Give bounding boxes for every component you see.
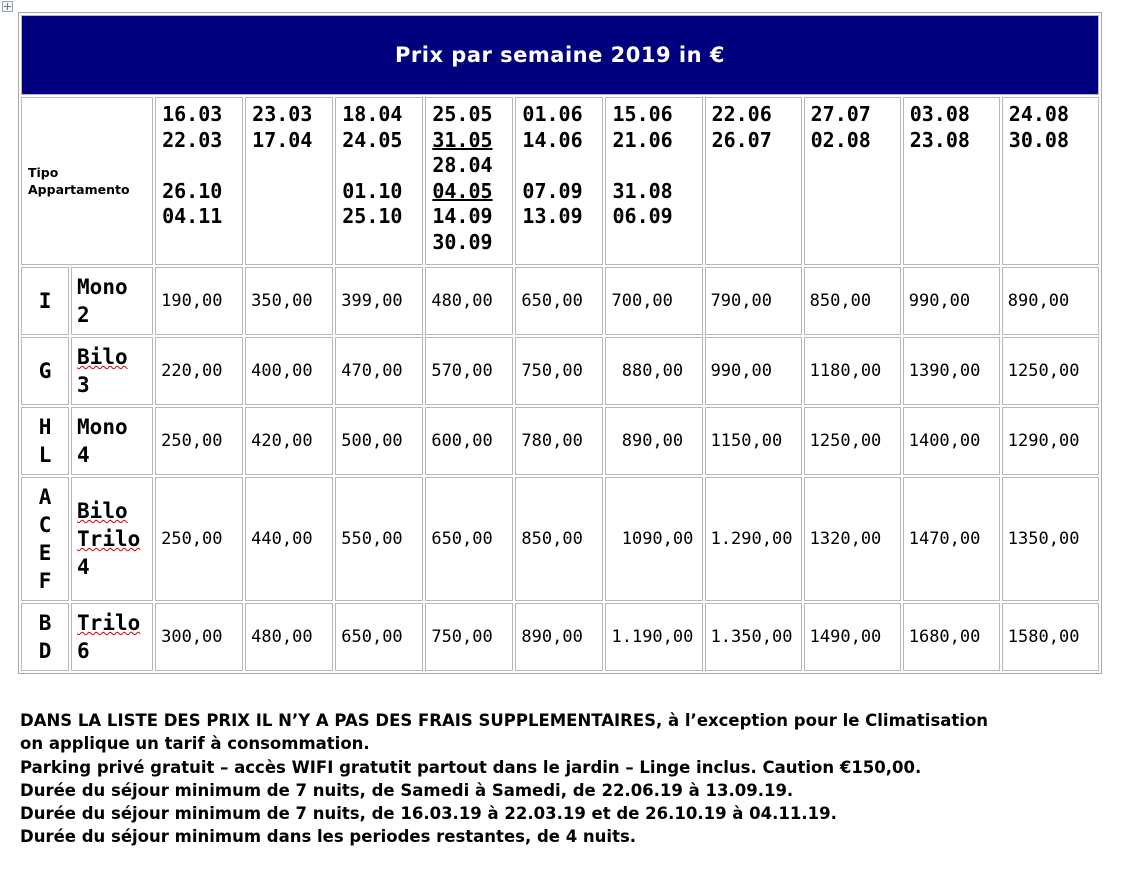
price-cell: 1320,00: [804, 477, 901, 601]
apartment-type-line: [77, 525, 152, 553]
period-header: [155, 97, 243, 265]
apartment-type-header: [21, 97, 153, 265]
table-title: Prix par semaine 2019 in €: [21, 15, 1099, 95]
note-line: Parking privé gratuit – accès WIFI gratutit partout dans le jardin – Linge inclus. Caution €150,00.: [20, 757, 922, 777]
note-line: Durée du séjour minimum dans les periodes restantes, de 4 nuits.: [20, 827, 637, 847]
apartment-type-text: Mono: [77, 275, 128, 299]
apartment-code: L: [38, 443, 52, 467]
period-date: 04.11: [162, 204, 223, 228]
note-line: Durée du séjour minimum de 7 nuits, de Samedi à Samedi, de 22.06.19 à 13.09.19.: [20, 780, 794, 800]
period-date: 31.05: [432, 127, 493, 152]
apartment-type-line: [77, 273, 152, 301]
period-header: [1002, 97, 1099, 265]
apartment-type: [71, 407, 153, 475]
period-date: 18.04: [342, 102, 403, 126]
apartment-type-line: [77, 609, 152, 637]
apartment-type: [71, 337, 153, 405]
price-cell: 300,00: [155, 603, 243, 671]
apartment-type: [71, 267, 153, 335]
period-header: [515, 97, 603, 265]
price-cell: 650,00: [425, 477, 513, 601]
price-cell: 1250,00: [1002, 337, 1099, 405]
period-header: [335, 97, 423, 265]
price-cell: 220,00: [155, 337, 243, 405]
price-cell: 850,00: [804, 267, 901, 335]
apartment-type-line: [77, 413, 152, 441]
price-cell: 440,00: [245, 477, 333, 601]
apartment-codes: [21, 603, 69, 671]
period-date: 04.05: [432, 178, 493, 203]
note-line: Durée du séjour minimum de 7 nuits, de 16.03.19 à 22.03.19 et de 26.10.19 à 04.11.19.: [20, 804, 837, 824]
period-date: 26.07: [711, 127, 772, 152]
period-gap: [522, 153, 602, 179]
price-cell: 650,00: [335, 603, 423, 671]
apartment-type-line: [77, 343, 152, 371]
table-move-handle-icon[interactable]: [2, 1, 13, 12]
title-row: [21, 15, 1099, 95]
apartment-type-text: Bilo: [77, 499, 128, 523]
apartment-type-text: 4: [77, 443, 90, 467]
apartment-type-text: Bilo: [77, 345, 128, 369]
period-header: [605, 97, 702, 265]
period-date: 21.06: [612, 127, 673, 152]
price-cell: 550,00: [335, 477, 423, 601]
apartment-code: I: [38, 289, 52, 313]
price-cell: 890,00: [515, 603, 603, 671]
apartment-code: F: [38, 569, 52, 593]
apartment-code: G: [38, 359, 52, 383]
apartment-type-line: [77, 497, 152, 525]
price-cell: 1.290,00: [705, 477, 802, 601]
period-date: 07.09: [522, 178, 583, 203]
price-cell: 480,00: [245, 603, 333, 671]
apartment-type-line: [77, 301, 152, 329]
apartment-type: [71, 603, 153, 671]
period-gap: [612, 153, 701, 179]
price-cell: 750,00: [515, 337, 603, 405]
period-date: 30.09: [432, 229, 493, 254]
price-cell: 990,00: [705, 337, 802, 405]
price-cell: 250,00: [155, 407, 243, 475]
apartment-codes: [21, 337, 69, 405]
period-date: 27.07: [810, 102, 871, 126]
price-cell: 250,00: [155, 477, 243, 601]
apartment-type-line: [77, 637, 152, 665]
header-label-line: Appartamento: [28, 182, 130, 197]
apartment-codes: [21, 267, 69, 335]
period-date: 28.04: [432, 153, 493, 177]
price-cell: 1580,00: [1002, 603, 1099, 671]
price-cell: 1350,00: [1002, 477, 1099, 601]
period-header: [804, 97, 901, 265]
apartment-code: C: [38, 513, 52, 537]
period-date: 01.10: [342, 178, 403, 203]
price-cell: 650,00: [515, 267, 603, 335]
period-date: 13.09: [522, 204, 583, 228]
price-cell: 1470,00: [903, 477, 1000, 601]
apartment-type-line: [77, 553, 152, 581]
period-date: 31.08: [612, 178, 673, 203]
apartment-row: [21, 267, 1099, 335]
note-line: DANS LA LISTE DES PRIX IL N’Y A PAS DES FRAIS SUPPLEMENTAIRES, à l’exception pour le Climatisation: [20, 711, 989, 730]
price-cell: 1090,00: [605, 477, 702, 601]
period-date: 30.08: [1008, 127, 1070, 152]
period-date: 25.05: [432, 102, 493, 126]
period-date: 06.09: [612, 204, 673, 228]
price-cell: 1.190,00: [605, 603, 702, 671]
apartment-row: [21, 477, 1099, 601]
price-cell: 1400,00: [903, 407, 1000, 475]
price-cell: 790,00: [705, 267, 802, 335]
price-cell: 990,00: [903, 267, 1000, 335]
apartment-type-text: 6: [77, 639, 90, 663]
period-date: 23.03: [252, 102, 313, 126]
period-header: [425, 97, 513, 265]
price-cell: 399,00: [335, 267, 423, 335]
price-cell: 700,00: [605, 267, 702, 335]
apartment-type-line: [77, 371, 152, 399]
apartment-code: E: [38, 541, 52, 565]
period-date: 14.06: [522, 127, 583, 152]
price-cell: 570,00: [425, 337, 513, 405]
apartment-code: D: [38, 639, 52, 663]
price-cell: 1490,00: [804, 603, 901, 671]
period-date: 02.08: [810, 127, 871, 152]
period-header: [705, 97, 802, 265]
price-cell: 1390,00: [903, 337, 1000, 405]
period-date: 22.06: [711, 102, 772, 126]
period-date: 24.08: [1008, 102, 1070, 126]
period-date: 24.05: [342, 127, 403, 152]
price-table: [18, 12, 1102, 674]
header-label-line: Tipo: [28, 165, 59, 180]
apartment-code: H: [38, 415, 52, 439]
apartment-codes: [21, 407, 69, 475]
price-cell: 890,00: [1002, 267, 1099, 335]
price-cell: 890,00: [605, 407, 702, 475]
period-date: 03.08: [909, 102, 970, 126]
price-cell: 750,00: [425, 603, 513, 671]
period-gap: [162, 153, 242, 179]
apartment-row: [21, 337, 1099, 405]
price-cell: 190,00: [155, 267, 243, 335]
apartment-row: [21, 407, 1099, 475]
price-cell: 400,00: [245, 337, 333, 405]
price-cell: 350,00: [245, 267, 333, 335]
price-cell: 1.350,00: [705, 603, 802, 671]
period-header: [903, 97, 1000, 265]
price-cell: 780,00: [515, 407, 603, 475]
price-cell: 480,00: [425, 267, 513, 335]
note-line: on applique un tarif à consommation.: [20, 734, 370, 754]
period-date: 23.08: [909, 127, 970, 152]
price-cell: 880,00: [605, 337, 702, 405]
price-cell: 600,00: [425, 407, 513, 475]
period-date: 22.03: [162, 127, 223, 152]
terms-notes: [20, 709, 1126, 849]
period-gap: [342, 153, 422, 179]
period-date: 01.06: [522, 102, 583, 126]
price-cell: 1150,00: [705, 407, 802, 475]
period-date: 15.06: [612, 102, 673, 126]
period-date: 25.10: [342, 204, 403, 228]
apartment-type-line: [77, 441, 152, 469]
apartment-type-text: 3: [77, 373, 90, 397]
price-cell: 1290,00: [1002, 407, 1099, 475]
apartment-code: B: [38, 611, 52, 635]
apartment-row: [21, 603, 1099, 671]
apartment-type: [71, 477, 153, 601]
apartment-code: A: [38, 485, 52, 509]
period-date: 17.04: [252, 127, 313, 152]
period-header: [245, 97, 333, 265]
period-date: 26.10: [162, 178, 223, 203]
apartment-type-text: Mono: [77, 415, 128, 439]
period-date: 14.09: [432, 204, 493, 228]
price-cell: 1250,00: [804, 407, 901, 475]
price-cell: 420,00: [245, 407, 333, 475]
apartment-type-text: 2: [77, 303, 90, 327]
apartment-type-text: 4: [77, 555, 90, 579]
price-cell: 1680,00: [903, 603, 1000, 671]
apartment-codes: [21, 477, 69, 601]
price-cell: 1180,00: [804, 337, 901, 405]
period-date: 16.03: [162, 102, 223, 126]
price-cell: 850,00: [515, 477, 603, 601]
apartment-type-text: Trilo: [77, 527, 141, 551]
price-cell: 500,00: [335, 407, 423, 475]
apartment-type-text: Trilo: [77, 611, 141, 635]
period-header-row: [21, 97, 1099, 265]
price-cell: 470,00: [335, 337, 423, 405]
